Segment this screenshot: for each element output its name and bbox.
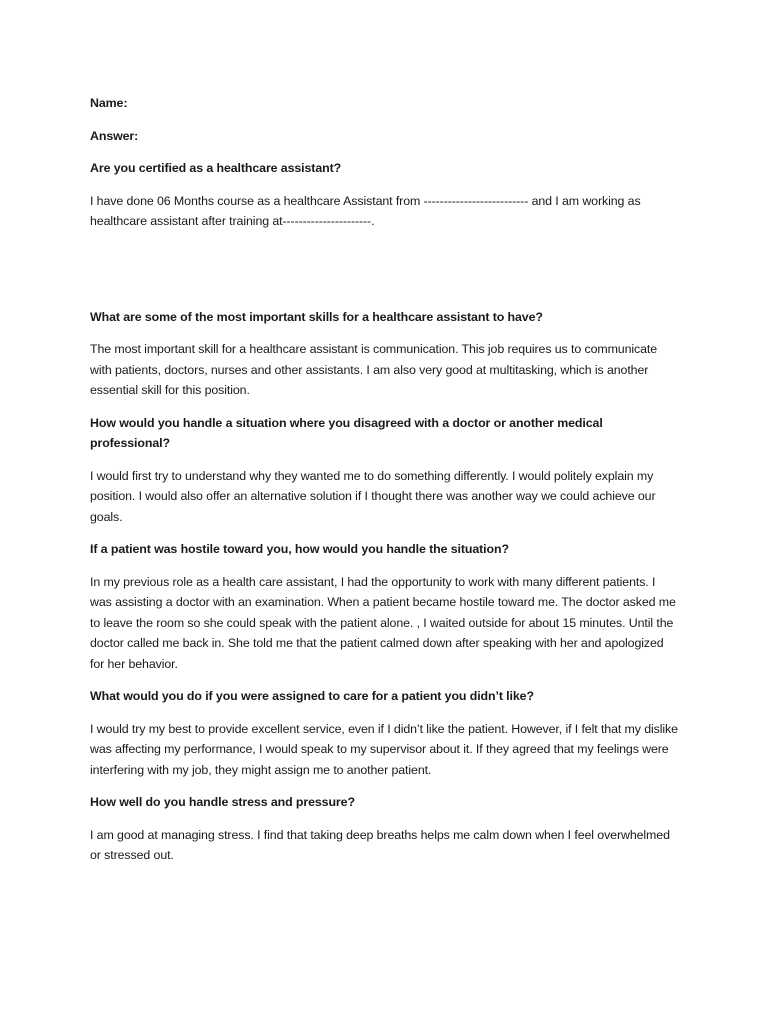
name-label: Name: xyxy=(90,96,128,110)
question-5: What would you do if you were assigned to care for a patient you didn’t like? xyxy=(90,689,534,703)
answer-3: I would first try to understand why they wanted me to do something differently. I would politely explain my position. I would also offer an alternative solution if I thought there was another way we could achieve our goals. xyxy=(90,468,656,524)
question-6: How well do you handle stress and pressure? xyxy=(90,795,355,809)
answer-4: In my previous role as a health care assistant, I had the opportunity to work with many different patients. I was assisting a doctor with an examination. When a patient became hostile toward me. The doctor asked me to leave the room so she could speak with the patient alone. , I waited outside for about 15 minutes. Until the doctor called me back in. She told me that the patient calmed down after speaking with her and apologized for her behavior. xyxy=(90,574,676,671)
question-2: What are some of the most important skills for a healthcare assistant to have? xyxy=(90,309,543,324)
document-body xyxy=(90,93,680,878)
answer-6: I am good at managing stress. I find that taking deep breaths helps me calm down when I feel overwhelmed or stressed out. xyxy=(90,827,670,862)
question-3: How would you handle a situation where you disagreed with a doctor or another medical professional? xyxy=(90,415,603,450)
answer-5: I would try my best to provide excellent service, even if I didn’t like the patient. However, if I felt that my dislike was affecting my performance, I would speak to my supervisor about it. If they agreed that my feelings were interfering with my job, they might assign me to another patient. xyxy=(90,721,678,777)
answer-label: Answer: xyxy=(90,128,139,143)
question-4: If a patient was hostile toward you, how would you handle the situation? xyxy=(90,542,509,556)
answer-1: I have done 06 Months course as a healthcare Assistant from -------------------------- and I am working as healthcare assistant after training at----------------------. xyxy=(90,193,641,228)
question-1: Are you certified as a healthcare assistant? xyxy=(90,161,342,175)
answer-2: The most important skill for a healthcare assistant is communication. This job requires us to communicate with patients, doctors, nurses and other assistants. I am also very good at multitasking, which is another essential skill for this position. xyxy=(90,342,658,397)
